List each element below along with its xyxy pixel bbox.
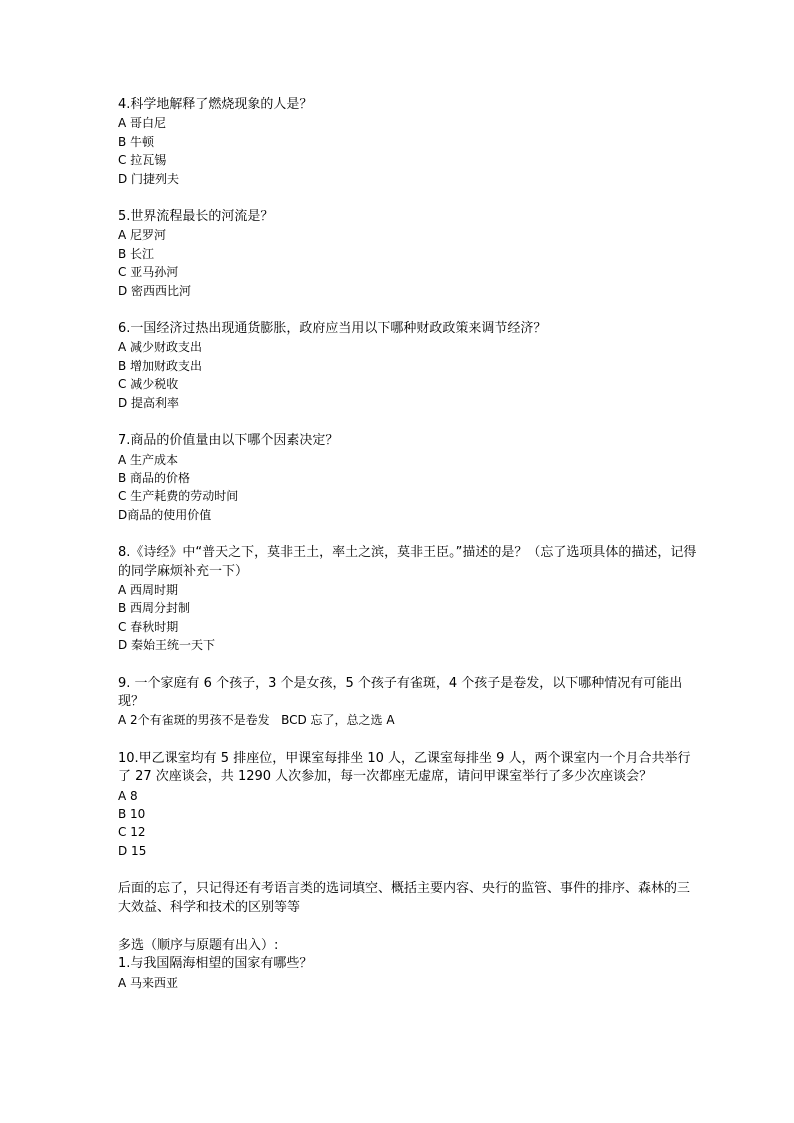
- section-title: 多选（顺序与原题有出入）:: [118, 938, 279, 954]
- question-block: [118, 544, 698, 654]
- answer-option: A 2个有雀斑的男孩不是卷发 BCD 忘了，总之选 A: [118, 713, 395, 728]
- question-text: 1.与我国隔海相望的国家有哪些？: [118, 956, 313, 972]
- answer-option: C 拉瓦锡: [118, 153, 167, 168]
- question-block: [118, 750, 698, 860]
- answer-option: A 生产成本: [118, 452, 179, 467]
- answer-option: A 8: [118, 788, 138, 803]
- answer-option: A 马来西亚: [118, 975, 179, 990]
- answer-option: D 15: [118, 843, 147, 858]
- document-body: [118, 96, 698, 992]
- question-block: [118, 675, 698, 730]
- answer-option: A 尼罗河: [118, 228, 167, 243]
- question-text: 9. 一个家庭有 6 个孩子，3 个是女孩，5 个孩子有雀斑，4 个孩子是卷发，以下哪种情况有可能出现？: [118, 675, 683, 709]
- answer-option: B 增加财政支出: [118, 358, 203, 373]
- question-text: 4.科学地解释了燃烧现象的人是？: [118, 97, 313, 112]
- answer-option: B 牛顿: [118, 134, 155, 149]
- multi-choice-section: [118, 937, 698, 992]
- answer-option: A 西周时期: [118, 582, 179, 597]
- question-text: 10.甲乙课室均有 5 排座位，甲课室每排坐 10 人，乙课室每排坐 9 人，两个课室内一个月合共举行了 27 次座谈会，共 1290 人次参加，每一次都座无虚席，请问甲课室举行了多少次座谈会？: [118, 750, 691, 785]
- answer-option: A 减少财政支出: [118, 340, 203, 355]
- answer-option: D 密西西比河: [118, 283, 192, 298]
- answer-option: C 12: [118, 825, 146, 840]
- answer-option: B 商品的价格: [118, 470, 191, 485]
- forgotten-note: 后面的忘了，只记得还有考语言类的选词填空、概括主要内容、央行的监管、事件的排序、森林的三大效益、科学和技术的区别等等: [118, 881, 691, 915]
- question-block: [118, 96, 698, 188]
- answer-option: D商品的使用价值: [118, 507, 212, 522]
- question-text: 7.商品的价值量由以下哪个因素决定？: [118, 433, 339, 449]
- question-block: [118, 320, 698, 412]
- answer-option: C 亚马孙河: [118, 265, 179, 280]
- answer-option: C 减少税收: [118, 377, 179, 392]
- answer-option: B 西周分封制: [118, 601, 191, 616]
- answer-option: D 提高利率: [118, 395, 180, 410]
- question-text: 5.世界流程最长的河流是？: [118, 209, 274, 225]
- answer-option: D 秦始王统一天下: [118, 638, 216, 653]
- question-block: [118, 432, 698, 524]
- answer-option: C 春秋时期: [118, 619, 179, 634]
- question-block: [118, 208, 698, 300]
- answer-option: A 哥白尼: [118, 116, 167, 131]
- answer-option: C 生产耗费的劳动时间: [118, 489, 239, 504]
- answer-option: D 门捷列夫: [118, 171, 180, 186]
- question-text: 6.一国经济过热出现通货膨胀，政府应当用以下哪种财政政策来调节经济？: [118, 321, 547, 337]
- answer-option: B 长江: [118, 246, 155, 261]
- answer-option: B 10: [118, 807, 146, 821]
- question-text: 8.《诗经》中“普天之下，莫非王土，率土之滨，莫非王臣。”描述的是？（忘了选项具体的描述，记得的同学麻烦补充一下）: [118, 545, 697, 579]
